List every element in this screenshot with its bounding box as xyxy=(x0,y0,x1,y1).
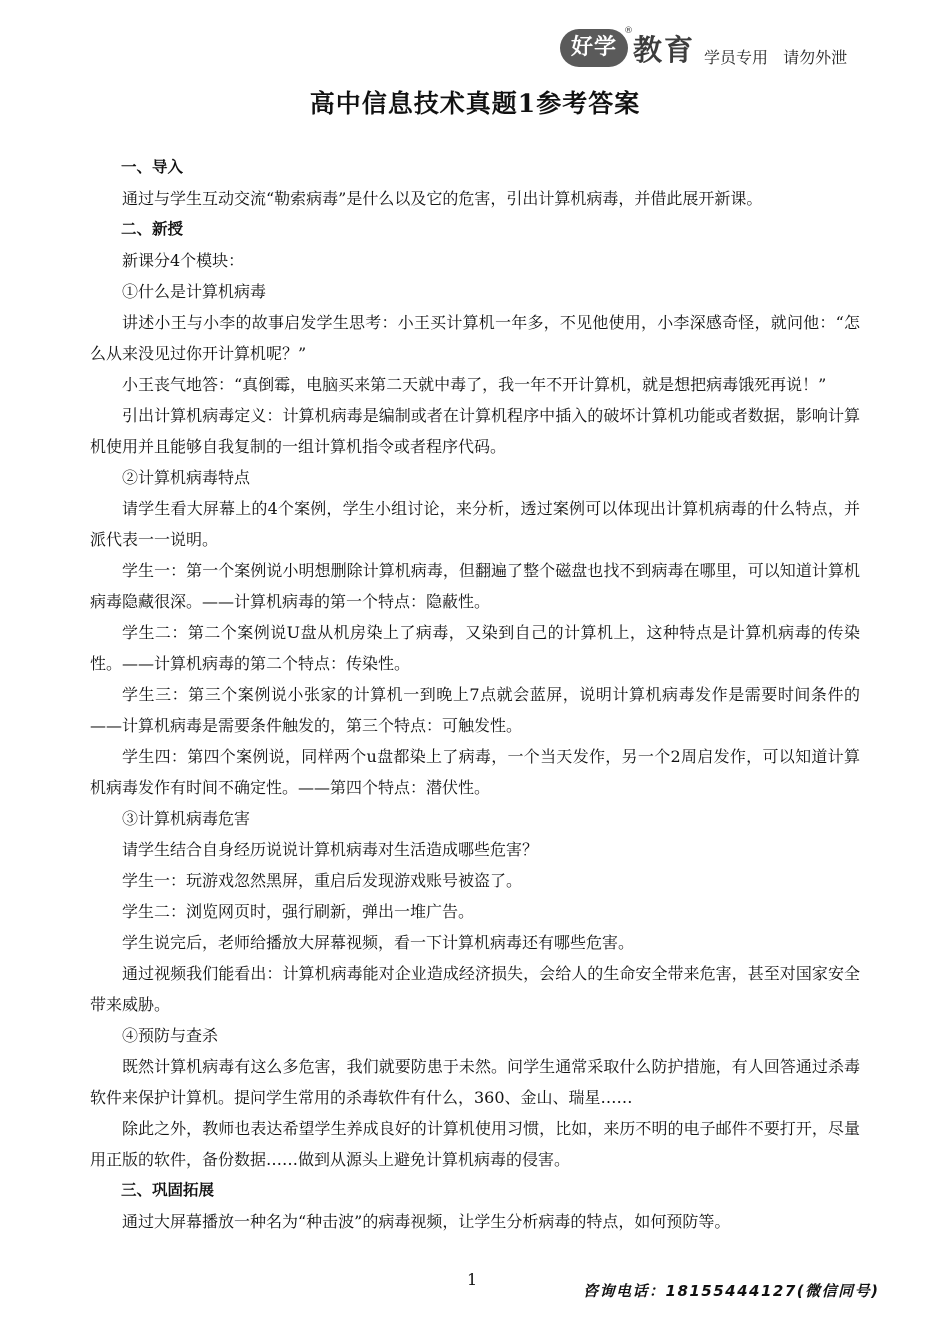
paragraph: ②计算机病毒特点 xyxy=(122,468,251,487)
paragraph: 通过大屏幕播放一种名为“种击波”的病毒视频，让学生分析病毒的特点，如何预防等。 xyxy=(122,1212,731,1231)
page-number: 1 xyxy=(467,1270,478,1289)
paragraph: 学生二：第二个案例说U盘从机房染上了病毒，又染到自己的计算机上，这种特点是计算机病毒的传染性。——计算机病毒的第二个特点：传染性。 xyxy=(90,623,860,673)
brand-logo xyxy=(560,26,880,76)
contact-phone: 咨询电话：18155444127(微信同号) xyxy=(583,1282,880,1300)
logo-name: 教育 xyxy=(633,33,696,67)
paragraph: ④预防与查杀 xyxy=(122,1026,219,1045)
paragraph: 学生四：第四个案例说，同样两个u盘都染上了病毒，一个当天发作，另一个2周启发作，可以知道计算机病毒发作有时间不确定性。——第四个特点：潜伏性。 xyxy=(90,747,860,797)
paragraph: ③计算机病毒危害 xyxy=(122,809,251,828)
paragraph: 既然计算机病毒有这么多危害，我们就要防患于未然。问学生通常采取什么防护措施，有人回答通过杀毒软件来保护计算机。提问学生常用的杀毒软件有什么，360、金山、瑞星…… xyxy=(90,1057,860,1107)
paragraph: 除此之外，教师也表达希望学生养成良好的计算机使用习惯，比如，来历不明的电子邮件不要打开，尽量用正版的软件，备份数据……做到从源头上避免计算机病毒的侵害。 xyxy=(90,1119,860,1169)
paragraph: 讲述小王与小李的故事启发学生思考：小王买计算机一年多，不见他使用，小李深感奇怪，就问他：“怎么从来没见过你开计算机呢？” xyxy=(90,313,860,363)
paragraph: 学生说完后，老师给播放大屏幕视频，看一下计算机病毒还有哪些危害。 xyxy=(122,933,635,952)
paragraph: ①什么是计算机病毒 xyxy=(122,282,267,301)
paragraph: 请学生结合自身经历说说计算机病毒对生活造成哪些危害？ xyxy=(122,840,539,859)
page-title: 高中信息技术真题1参考答案 xyxy=(309,89,641,118)
document-body xyxy=(90,152,860,1237)
paragraph: 学生二：浏览网页时，强行刷新，弹出一堆广告。 xyxy=(122,902,475,921)
paragraph: 新课分4个模块： xyxy=(122,251,245,270)
paragraph: 请学生看大屏幕上的4个案例，学生小组讨论，来分析，透过案例可以体现出计算机病毒的什么特点，并派代表一一说明。 xyxy=(90,499,860,549)
paragraph: 引出计算机病毒定义：计算机病毒是编制或者在计算机程序中插入的破坏计算机功能或者数据，影响计算机使用并且能够自我复制的一组计算机指令或者程序代码。 xyxy=(90,406,860,456)
paragraph: 学生一：玩游戏忽然黑屏，重启后发现游戏账号被盗了。 xyxy=(122,871,523,890)
logo-badge: 好学 xyxy=(560,29,628,67)
section-heading: 三、巩固拓展 xyxy=(121,1181,215,1199)
paragraph: 通过与学生互动交流“勒索病毒”是什么以及它的危害，引出计算机病毒，并借此展开新课。 xyxy=(122,189,763,208)
paragraph: 学生三：第三个案例说小张家的计算机一到晚上7点就会蓝屏，说明计算机病毒发作是需要时间条件的——计算机病毒是需要条件触发的，第三个特点：可触发性。 xyxy=(90,685,860,735)
registered-mark: ® xyxy=(624,26,633,36)
header-tagline: 学员专用 请勿外泄 xyxy=(704,48,848,67)
paragraph: 通过视频我们能看出：计算机病毒能对企业造成经济损失，会给人的生命安全带来危害，甚至对国家安全带来威胁。 xyxy=(90,964,860,1014)
section-heading: 二、新授 xyxy=(121,220,184,238)
paragraph: 小王丧气地答：“真倒霉，电脑买来第二天就中毒了，我一年不开计算机，就是想把病毒饿死再说！” xyxy=(122,375,827,394)
section-heading: 一、导入 xyxy=(121,158,184,176)
paragraph: 学生一：第一个案例说小明想删除计算机病毒，但翻遍了整个磁盘也找不到病毒在哪里，可以知道计算机病毒隐藏很深。——计算机病毒的第一个特点：隐蔽性。 xyxy=(90,561,860,611)
